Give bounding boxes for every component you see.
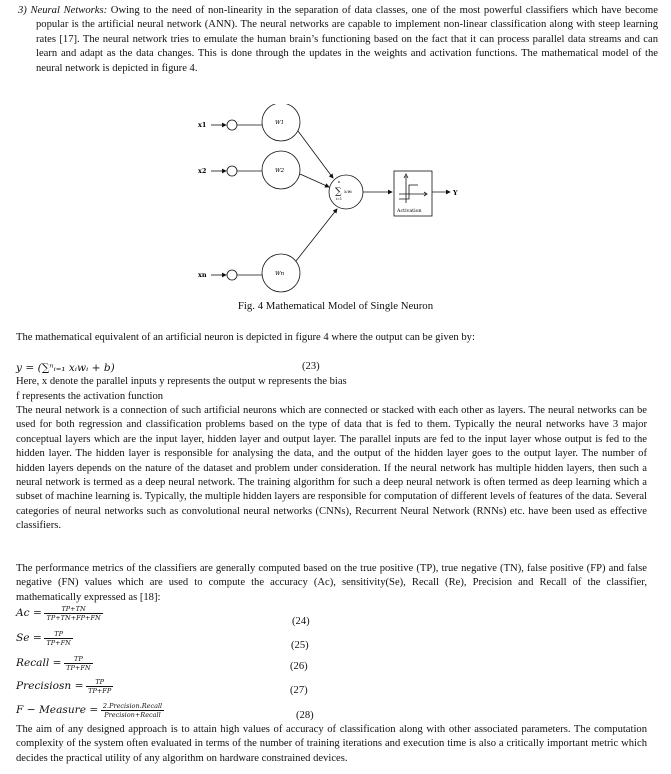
equation-27-denominator: TP+FP	[88, 687, 112, 695]
input-node-2	[227, 166, 237, 176]
equation-26-number: (26)	[290, 661, 308, 672]
neuron-diagram	[180, 104, 480, 294]
equation-28-fraction	[101, 702, 164, 719]
equation-26-denominator: TP+FN	[66, 664, 91, 672]
explanation-line-1: Here, x denote the parallel inputs y represents the output w represents the bias	[16, 376, 347, 387]
input-node-n	[227, 270, 237, 280]
equation-26-numerator: TP	[73, 655, 83, 663]
equation-25	[16, 630, 73, 647]
paragraph-neural-network: The neural network is a connection of such artificial neurons which are connected or stacked with each other as layers. The neural networks can be used for both regression and classification problems based on the type of data that is fed to them. Typically the neural networks have 3 major conceptual layers which are the input layer, hidden layer and output layer. The parallel inputs are fed to the input layer whose output is fed to the hidden layer. The hidden layer is responsible for analysing the data, and the output of the hidden layer goes to the output layer. The number of hidden layers depends on the nature of the dataset and problem under consideration. If the neural network has multiple hidden layers, then such a neural network is termed as a deep neural network. The training algorithm for such a deep neural network is often termed as deep learning which a subset of machine learning is. Typically, the multiple hidden layers are responsible for computation of different levels of features of the data. Several categories of neural networks such as convolutional neural networks (CNNs), Recurrent Neural Network (RNNs) etc. have been used as effective classifiers.	[16, 405, 647, 532]
equation-26-fraction	[64, 655, 92, 672]
section-label: 3) Neural Networks:	[18, 5, 108, 16]
weight-label-w1: W1	[275, 120, 285, 126]
paragraph-output-intro: The mathematical equivalent of an artificial neuron is depicted in figure 4 where the output can be given by:	[16, 332, 475, 343]
sum-term: xᵢwᵢ	[344, 190, 353, 195]
output-label: Y	[453, 189, 458, 197]
connection-n	[296, 209, 337, 261]
equation-27-fraction	[86, 678, 113, 695]
equation-26	[16, 655, 93, 672]
paragraph-performance-metrics: The performance metrics of the classifiers are generally computed based on the true positive (TP), true negative (TN), false positive (FP) and false negative (FN) values which are used to compute the accuracy (Ac), sensitivity(Se), Recall (Re), Precision and Recall of the classifier, mathematically expressed as [18]:	[16, 563, 647, 603]
equation-25-fraction	[44, 630, 72, 647]
equation-24-numerator: TP+TN	[61, 605, 86, 613]
sum-upper-limit: n	[338, 180, 341, 184]
equation-27-number: (27)	[290, 685, 308, 696]
equation-28-numerator: 2.Precision.Recall	[102, 702, 163, 710]
equation-25-numerator: TP	[54, 630, 63, 638]
equation-25-denominator: TP+FN	[46, 639, 71, 647]
equation-25-lhs: Se =	[16, 631, 42, 644]
equation-24-fraction	[44, 605, 102, 622]
equation-28	[16, 702, 164, 719]
equation-24-number: (24)	[292, 616, 310, 627]
input-label-x1: x1	[198, 121, 207, 129]
weight-label-wn: Wn	[275, 271, 285, 277]
equation-26-lhs: Recall =	[16, 656, 62, 669]
intro-paragraph	[18, 4, 658, 76]
equation-24-denominator: TP+TN+FP+FN	[46, 614, 101, 622]
equation-24-lhs: Ac =	[16, 606, 42, 619]
equation-25-number: (25)	[291, 640, 309, 651]
activation-label: Activation	[397, 209, 422, 214]
weight-label-w2: W2	[275, 168, 285, 174]
equation-27	[16, 678, 113, 695]
equation-23-number: (23)	[302, 361, 320, 372]
connection-1	[298, 131, 333, 178]
connection-2	[300, 174, 329, 187]
equation-28-lhs: F − Measure =	[16, 703, 99, 716]
equation-24	[16, 605, 103, 622]
explanation-line-2: f represents the activation function	[16, 391, 164, 402]
equation-27-numerator: TP	[95, 678, 105, 686]
figure-caption: Fig. 4 Mathematical Model of Single Neuron	[237, 300, 434, 312]
equation-23: y = (∑ⁿᵢ₌₁ xᵢwᵢ + b)	[16, 362, 115, 374]
sum-lower-limit: i=1	[336, 197, 342, 201]
input-label-xn: xn	[198, 271, 207, 279]
equation-27-lhs: Precisiosn =	[16, 679, 84, 692]
input-label-x2: x2	[198, 167, 207, 175]
paragraph-conclusion: The aim of any designed approach is to attain high values of accuracy of classification along with other associated parameters. The computation complexity of the system often evaluated in terms of the number of training iterations and execution time is also a critically important metric which decides the practical utility of any algorithm on hardware constrained devices.	[16, 724, 647, 764]
intro-text: Owing to the need of non-linearity in the separation of data classes, one of the most powerful classifiers which have become popular is the artificial neural network (ANN). The neural networks are capable to implement non-linear classification along with steep learning rates [17]. The neural network tries to emulate the human brain’s functioning based on the fact that it can process parallel data streams and can learn and adapt as the data changes. This is done through the updates in the weights and activation functions. The mathematical model of the neural network is depicted in figure 4.	[36, 5, 658, 74]
sum-symbol: ∑	[335, 187, 342, 197]
input-node-1	[227, 120, 237, 130]
equation-28-denominator: Precision+Recall	[101, 710, 164, 719]
equation-28-number: (28)	[296, 710, 314, 721]
